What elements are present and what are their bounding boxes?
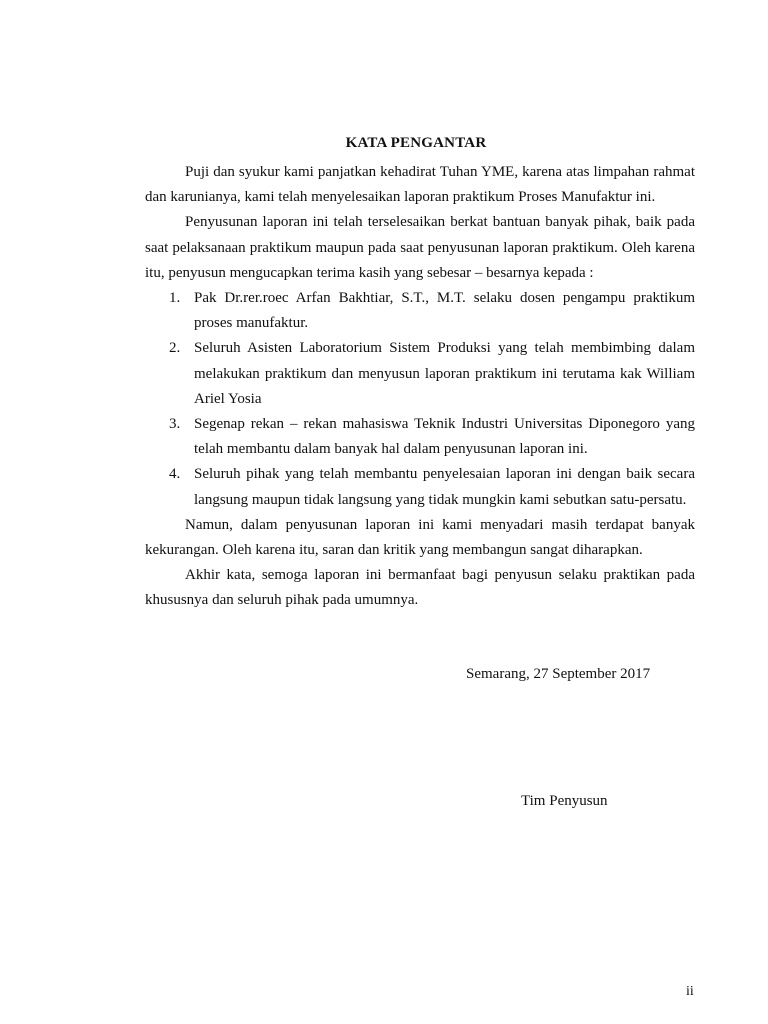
page-number: ii — [686, 984, 694, 999]
list-item-text: Seluruh pihak yang telah membantu penyelesaian laporan ini dengan baik secara langsung maupun tidak langsung yang tidak mungkin kami sebutkan satu-persatu. — [194, 466, 695, 508]
signature: Tim Penyusun — [521, 793, 608, 809]
paragraph-shortcomings: Namun, dalam penyusunan laporan ini kami menyadari masih terdapat banyak kekurangan. Oleh karena itu, saran dan kritik yang membangun sangat diharapkan. — [145, 516, 695, 559]
document-title: KATA PENGANTAR — [345, 135, 487, 151]
list-item — [145, 286, 695, 336]
list-item-number: 3. — [169, 416, 181, 433]
paragraph-gratitude: Puji dan syukur kami panjatkan kehadirat Tuhan YME, karena atas limpahan rahmat dan karunianya, kami telah menyelesaikan laporan praktikum Proses Manufaktur ini. — [145, 164, 695, 206]
list-item-number: 2. — [169, 340, 181, 357]
list-item — [145, 462, 695, 512]
list-item-text: Segenap rekan – rekan mahasiswa Teknik Industri Universitas Diponegoro yang telah membantu dalam banyak hal dalam penyusunan laporan ini. — [194, 416, 695, 458]
list-item — [145, 336, 695, 412]
paragraph-closing: Akhir kata, semoga laporan ini bermanfaat bagi penyusun selaku praktikan pada khususnya dan seluruh pihak pada umumnya. — [145, 567, 695, 609]
list-item-number: 1. — [169, 290, 181, 307]
acknowledgement-list — [145, 286, 695, 513]
list-item-text: Seluruh Asisten Laboratorium Sistem Produksi yang telah membimbing dalam melakukan praktikum dan menyusun laporan praktikum ini terutama kak William Ariel Yosia — [194, 340, 695, 407]
list-item-number: 4. — [169, 466, 181, 483]
document-body — [145, 160, 695, 614]
list-item-text: Pak Dr.rer.roec Arfan Bakhtiar, S.T., M.T. selaku dosen pengampu praktikum proses manufaktur. — [194, 290, 695, 332]
list-item — [145, 412, 695, 462]
place-date: Semarang, 27 September 2017 — [466, 666, 651, 682]
paragraph-acknowledgement: Penyusunan laporan ini telah terselesaikan berkat bantuan banyak pihak, baik pada saat pelaksanaan praktikum maupun pada saat penyusunan laporan praktikum. Oleh karena itu, penyusun mengucapkan terima kasih yang sebesar – besarnya kepada : — [145, 214, 695, 281]
